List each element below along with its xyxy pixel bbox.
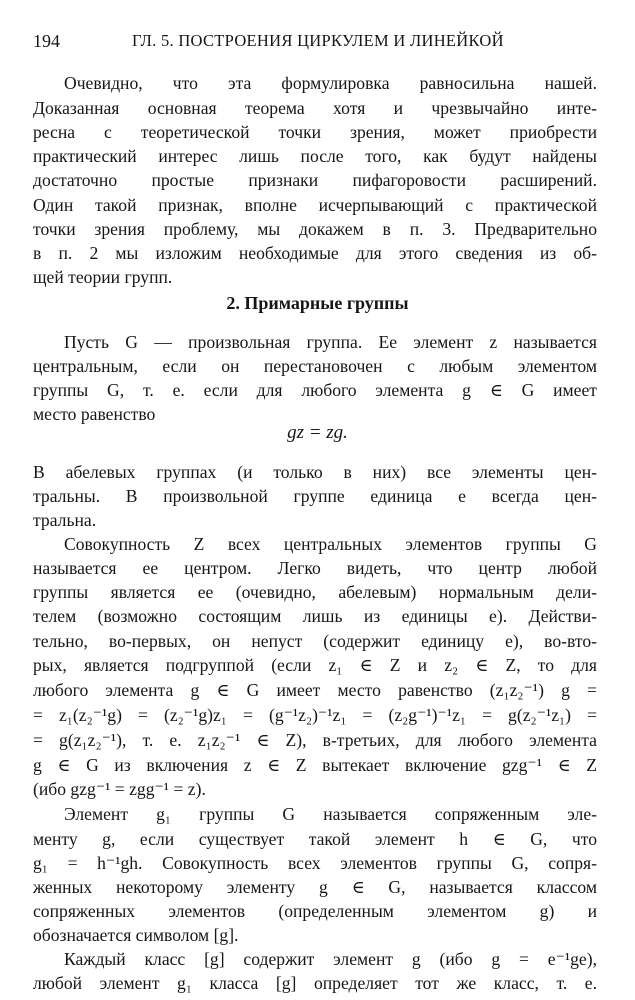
text-line: менту g, если существует такой элемент h ∈ G, что xyxy=(33,829,597,849)
section-heading: 2. Примарные группы xyxy=(226,293,409,313)
text-line: g₁ = h⁻¹gh. Совокупность всех элементов группы G, сопря- xyxy=(33,853,597,873)
text-line: g ∈ G из включения z ∈ Z вытекает включение gzg⁻¹ ∈ Z xyxy=(33,755,597,775)
text-line: ресна с теоретической точки зрения, может приобрести xyxy=(33,122,597,142)
text-line: Доказанная основная теорема хотя и чрезвычайно инте- xyxy=(33,98,597,118)
text-line: точки зрения проблему, мы докажем в п. 3. Предварительно xyxy=(33,219,597,239)
text-line: рых, является подгруппой (если z₁ ∈ Z и z₂ ∈ Z, то для xyxy=(33,655,597,675)
text-line: В абелевых группах (и только в них) все элементы цен- xyxy=(33,462,597,482)
text-line: тральна. xyxy=(33,510,97,530)
text-line: тельно, во-первых, он непуст (содержит единицу e), во-вто- xyxy=(33,631,597,651)
text-line: Совокупность Z всех центральных элементов группы G xyxy=(64,534,597,554)
text-line: место равенство xyxy=(33,404,156,424)
text-line: обозначается символом [g]. xyxy=(33,925,239,945)
text-line: в п. 2 мы изложим необходимые для этого сведения из об- xyxy=(33,243,597,263)
text-line: сопряженных элементов (определенным элементом g) и xyxy=(33,901,597,921)
text-line: (ибо gzg⁻¹ = zgg⁻¹ = z). xyxy=(33,779,206,799)
text-line: практический интерес лишь после того, как будут найдены xyxy=(33,146,597,166)
text-line: любой элемент g₁ класса [g] определяет тот же класс, т. е. xyxy=(33,973,597,993)
text-line: = g(z₁z₂⁻¹), т. е. z₁z₂⁻¹ ∈ Z), в-третьих, для любого элемента xyxy=(33,730,597,750)
display-formula: gz = zg. xyxy=(287,422,348,443)
text-line: центральным, если он перестановочен с любым элементом xyxy=(33,356,597,376)
text-line: = z₁(z₂⁻¹g) = (z₂⁻¹g)z₁ = (g⁻¹z₂)⁻¹z₁ = (z₂g⁻¹)⁻¹z₁ = g(z₂⁻¹z₁) = xyxy=(33,705,597,725)
running-title: ГЛ. 5. ПОСТРОЕНИЯ ЦИРКУЛЕМ И ЛИНЕЙКОЙ xyxy=(132,31,504,50)
text-line: Каждый класс [g] содержит элемент g (ибо g = e⁻¹ge), xyxy=(64,949,597,969)
text-line: любого элемента g ∈ G имеет место равенство (z₁z₂⁻¹) g = xyxy=(33,680,597,700)
text-line: называется ее центром. Легко видеть, что центр любой xyxy=(33,558,597,578)
page-number: 194 xyxy=(33,31,60,51)
text-line: группы G, т. е. если для любого элемента g ∈ G имеет xyxy=(33,380,597,400)
text-line: достаточно простые признаки пифагоровости расширений. xyxy=(33,170,597,190)
text-line: тральны. В произвольной группе единица e всегда цен- xyxy=(33,486,597,506)
text-line: Очевидно, что эта формулировка равносильна нашей. xyxy=(64,73,597,93)
text-line: телем (возможно состоящим лишь из единицы e). Действи- xyxy=(33,606,597,626)
text-line: группы является ее (очевидно, абелевым) нормальным дели- xyxy=(33,582,597,602)
text-line: женных некоторому элементу g ∈ G, называется классом xyxy=(33,877,597,897)
text-line: Элемент g₁ группы G называется сопряженным эле- xyxy=(64,804,597,824)
text-line: щей теории групп. xyxy=(33,267,173,287)
text-line: Пусть G — произвольная группа. Ее элемент z называется xyxy=(64,332,597,352)
text-line: Один такой признак, вполне исчерпывающий с практической xyxy=(33,195,597,215)
